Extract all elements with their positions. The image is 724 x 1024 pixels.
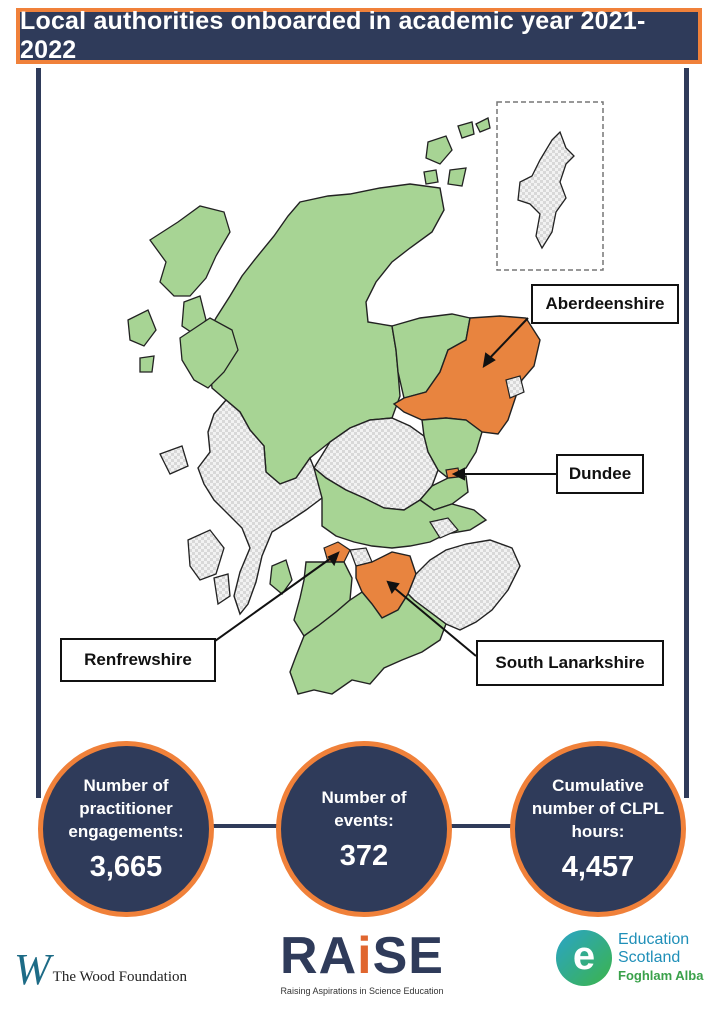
stat-value: 4,457 (561, 851, 635, 883)
es-line-3: Foghlam Alba (618, 968, 704, 983)
stat-events (276, 741, 452, 917)
callout-south-lanarkshire: South Lanarkshire (476, 640, 664, 686)
region-renfrewshire (324, 542, 350, 562)
page-title: Local authorities onboarded in academic year 2021-2022 (20, 7, 646, 64)
stat-label: Number of practitioner engagements: (68, 776, 184, 841)
scotland-map (0, 70, 724, 720)
region-aberdeen-city (506, 376, 524, 398)
region-shetland (518, 132, 574, 248)
stat-clpl-hours (510, 741, 686, 917)
raise-logo (272, 928, 452, 996)
raise-tagline: Raising Aspirations in Science Education (280, 986, 444, 996)
stat-label: Cumulative number of CLPL hours: (531, 776, 665, 841)
callout-renfrewshire: Renfrewshire (60, 638, 216, 682)
region-orkney (424, 118, 490, 186)
es-line-1: Education (618, 931, 690, 948)
es-line-2: Scotland (618, 949, 681, 966)
education-scotland-logo (556, 930, 703, 986)
education-scotland-text (618, 931, 703, 985)
callout-dundee: Dundee (556, 454, 644, 494)
stat-practitioner-engagements (38, 741, 214, 917)
education-scotland-mark (556, 930, 612, 986)
es-mark-letter: e (572, 934, 596, 978)
stat-value: 3,665 (89, 851, 163, 883)
raise-wordmark (272, 928, 452, 984)
wood-foundation-logo (14, 945, 187, 994)
wood-foundation-name: The Wood Foundation (52, 969, 187, 985)
stat-value: 372 (339, 839, 389, 872)
stat-label: Number of events: (321, 787, 407, 830)
raise-word-part: SE (372, 927, 444, 985)
stat-connector-right (450, 824, 514, 828)
wood-foundation-mark: W (14, 945, 51, 994)
raise-word-part: RA (280, 927, 358, 985)
raise-word-i: i (357, 927, 373, 985)
title-banner (16, 8, 702, 64)
callout-aberdeenshire: Aberdeenshire (531, 284, 679, 324)
